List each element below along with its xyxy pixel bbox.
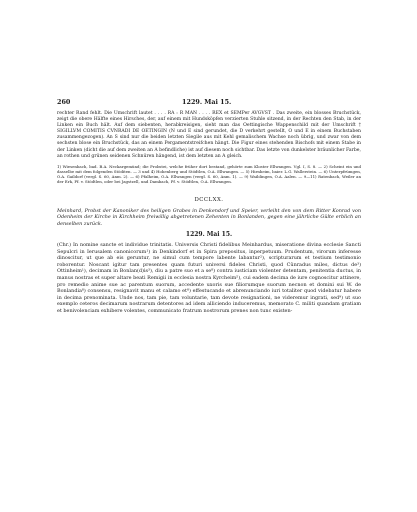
running-title: 1229. Mai 15.	[182, 98, 232, 106]
document-number: DCCLXX.	[194, 196, 224, 203]
charter-text: (Chr.) In nomine sancte et individue trinitatis. Universis Christi fidelibus Meinhardus, miseratione divina ecclesie Sancti Sepulcri in Ierusalem canonicorum¹) in Denkindorf et in Spira prepositus, inperpetuum. Prudentum, virorum inferesse dinoscitur, ut que ab eis geruntur, ne simul cum tempore labente labantur²), scripturarum et testium testimonio roborentur. Noscant igitur tam presentes quam futuri universi fideles Christi, quod Cûnradus miles, dictus de³) Ottinheim¹), decimam in Bonlan(d)is³), diu a patre suo et a se⁸) contra iusticiam violenter detentam, penitentia ductus, in manus nostras et super altare beati Remigii in ecclesia nostra Kyrcheim⁵), cui eadem decima de iure cognoscitur attinere, pro remedio anime sue ac parentum suorum, accedente uxoris sue filiorumque suorum necnon et domini sui W. de Bonlandia⁸) consensu, resignavit manu et calamo et⁸) effestucando et abrenunciando iuri totaliter quod videbatur habere in decima prenominata. Unde nos, tam pie, tam voluntarie, tam devote resignationi, ne videremur ingrati, sed⁹) ut suo exemplo ceteros decimarum nostrarum detentores ad idem alliciendo induceremus, memorato C. militi quandam gratiam et benivolenciam exhibere volentes, communicato fratrum nostrorum prenes non tunc existen-	[57, 242, 361, 314]
intro-paragraph: rechter Rand fehlt. Die Umschrift lautet . . . . RA : R MAN . . . . REX et SEMPer AVGVST . Das zweite, ein blosses Bruchstück, zeigt die obere Hälfte eines Hirsches, der, auf einem mit Hundsköpfen verzierten Stuhle sitzend, in der Rechten den Stab, in der Linken ein Buch hält. Auf dem siebenten, herabkreisigen, sieht man das Oettingische Wappenschild mit der Umschrift † SIGILLVM COMITIS CVNRADI DE OETINGIN (N und E sind gerundet, die D verkehrt gestellt, O und E in einem Buchstaben zusammengezogen). An S sind nur die beiden letzten Siegile aus mit Kehl gemalischem Wachse noch übrig, und zwar von dem sechsten blose ein Bruchstück, das an einem Pergamentstreifchen hängt. Die Figur eines stehenden Bischofs mit einem Stabe in der Linken (dicht die auf dem zweiten an A befindliche) ist auf diesem noch sichtbar. Das letzte von dunkelster bräunlicher Farbe, an rothen und grünen seidenen Schnüren hängend, ist dem letzten an A gleich.	[57, 111, 361, 159]
page-number: 260	[57, 98, 71, 106]
charter-date: 1229. Mai 15.	[185, 231, 233, 239]
page-header	[57, 98, 361, 106]
footnotes: 1) Wiesenbach, bad. B.A. Neckargemünd; die Probstei, welche früher dort bestand, gehörte zum Kloster Ellwangen. Vgl. I, S. 8. — 2) Scheint ein und dasselbe mit dem folgenden Stöditen. — 3 und 4) Hohenberg und Stödtlen, O.A. Ellwangen. — 5) Hirnheim, baier. L.G. Wallerstein. — 6) Unterpfrümgen, O.A. Gaildorf (vergl. S. 60, Anm. 2). — 6) Pfalheim, O.A. Ellwangen (vergl. S. 60, Anm. 1). — 9) Waiblingen, O.A. Aalen. — 9—11) Ratenbach, Weiler an der Erk, Pf. v. Stödtlen, oder bei Jagstzell, und Dambach, Pf. v. Stödtlen, O.A. Ellwangen.	[57, 163, 361, 185]
regest-summary: Meinhard, Probst der Kanoniker des heiligen Grabes in Denkendorf und Speier, verleiht den von dem Ritter Konrad von Odenheim der Kirche in Kirchheim freiwillig abgetretenen Zehenten in Bonlanden, gegen eine jährliche Gülte erblich an denselben zurück.	[57, 207, 361, 227]
